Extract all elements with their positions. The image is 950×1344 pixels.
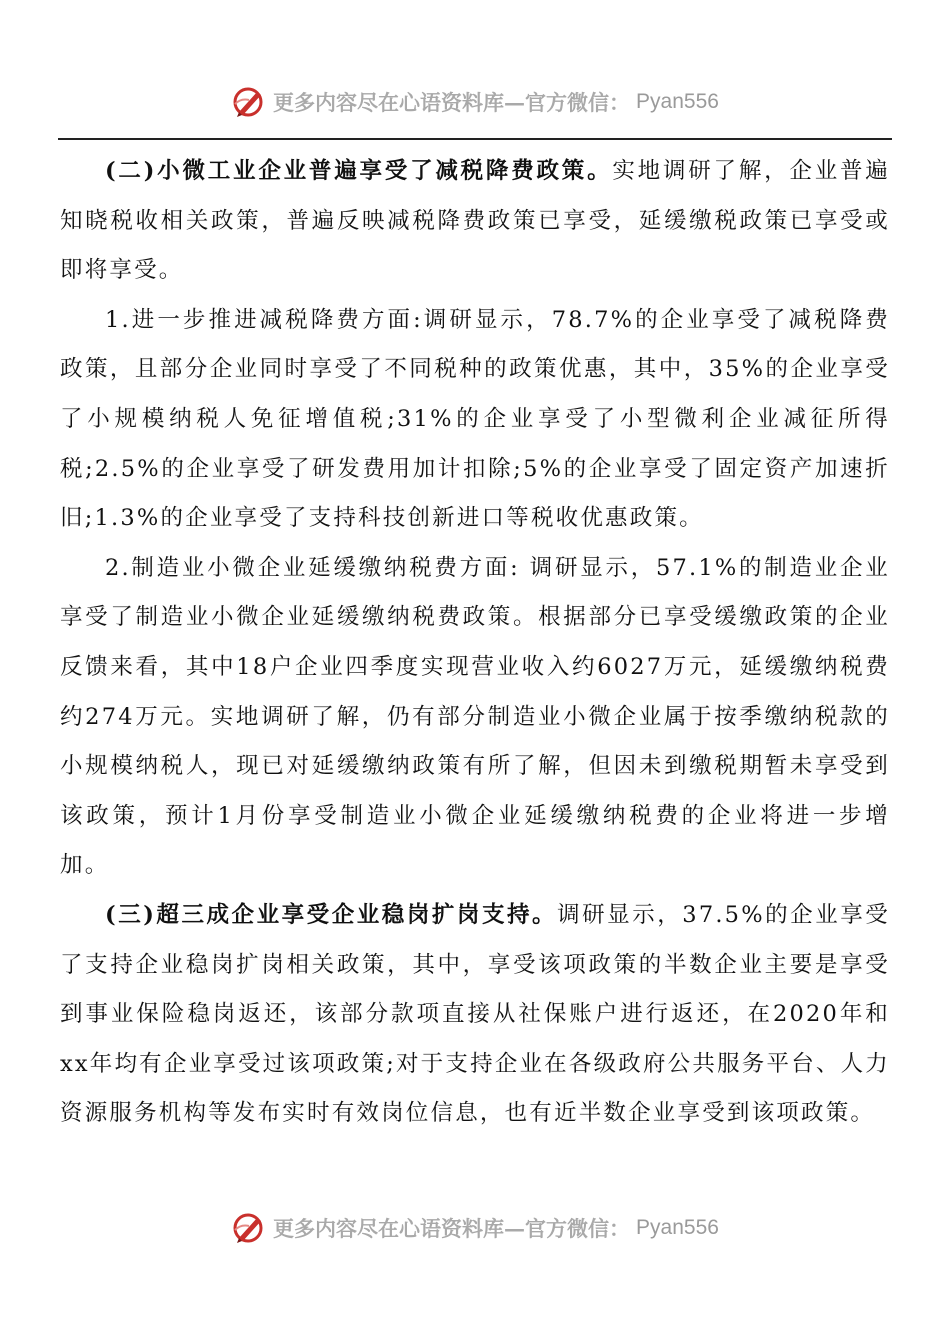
paragraph-item-1 bbox=[60, 296, 890, 544]
paragraph-section-2 bbox=[60, 147, 890, 296]
section-3-body: 调研显示，37.5%的企业享受了支持企业稳岗扩岗相关政策，其中，享受该项政策的半数企业主要是享受到事业保险稳岗返还，该部分款项直接从社保账户进行返还，在2020年和xx年均有企业享受过该项政策;对于支持企业在各级政府公共服务平台、人力资源服务机构等发布实时有效岗位信息，也有近半数企业享受到该项政策。 bbox=[60, 901, 890, 1127]
header-banner bbox=[0, 82, 950, 122]
footer-wechat-id: Pyan556 bbox=[636, 1216, 719, 1239]
section-2-heading: (二)小微工业企业普遍享受了减税降费政策。 bbox=[105, 158, 613, 184]
item-1-body: 1.进一步推进减税降费方面:调研显示，78.7%的企业享受了减税降费政策，且部分企业同时享受了不同税种的政策优惠，其中，35%的企业享受了小规模纳税人免征增值税;31%的企业享受了小型微利企业减征所得税;2.5%的企业享受了研发费用加计扣除;5%的企业享受了固定资产加速折旧;1.3%的企业享受了支持科技创新进口等税收优惠政策。 bbox=[60, 306, 890, 532]
document-body bbox=[60, 147, 890, 1139]
pen-logo-icon bbox=[231, 1210, 267, 1246]
header-banner-text: 更多内容尽在心语资料库—官方微信： bbox=[273, 90, 631, 115]
paragraph-section-3 bbox=[60, 891, 890, 1139]
section-3-heading: (三)超三成企业享受企业稳岗扩岗支持。 bbox=[105, 901, 558, 928]
footer-banner bbox=[0, 1208, 950, 1248]
section-2-body: 实地调研了解，企业普遍知晓税收相关政策，普遍反映减税降费政策已享受，延缓缴税政策已享受或即将享受。 bbox=[60, 158, 890, 284]
item-2-body: 2.制造业小微企业延缓缴纳税费方面: 调研显示，57.1%的制造业企业享受了制造业小微企业延缓缴纳税费政策。根据部分已享受缓缴政策的企业反馈来看，其中18户企业四季度实现营业收入约6027万元，延缓缴纳税费约274万元。实地调研了解，仍有部分制造业小微企业属于按季缴纳税款的小规模纳税人，现已对延缓缴纳政策有所了解，但因未到缴税期暂未享受到该政策，预计1月份享受制造业小微企业延缓缴纳税费的企业将进一步增加。 bbox=[60, 554, 890, 879]
pen-logo-icon bbox=[231, 84, 267, 120]
footer-banner-text: 更多内容尽在心语资料库—官方微信： bbox=[273, 1216, 631, 1241]
header-wechat-id: Pyan556 bbox=[636, 90, 719, 113]
paragraph-item-2 bbox=[60, 544, 890, 891]
header-divider bbox=[58, 138, 892, 140]
